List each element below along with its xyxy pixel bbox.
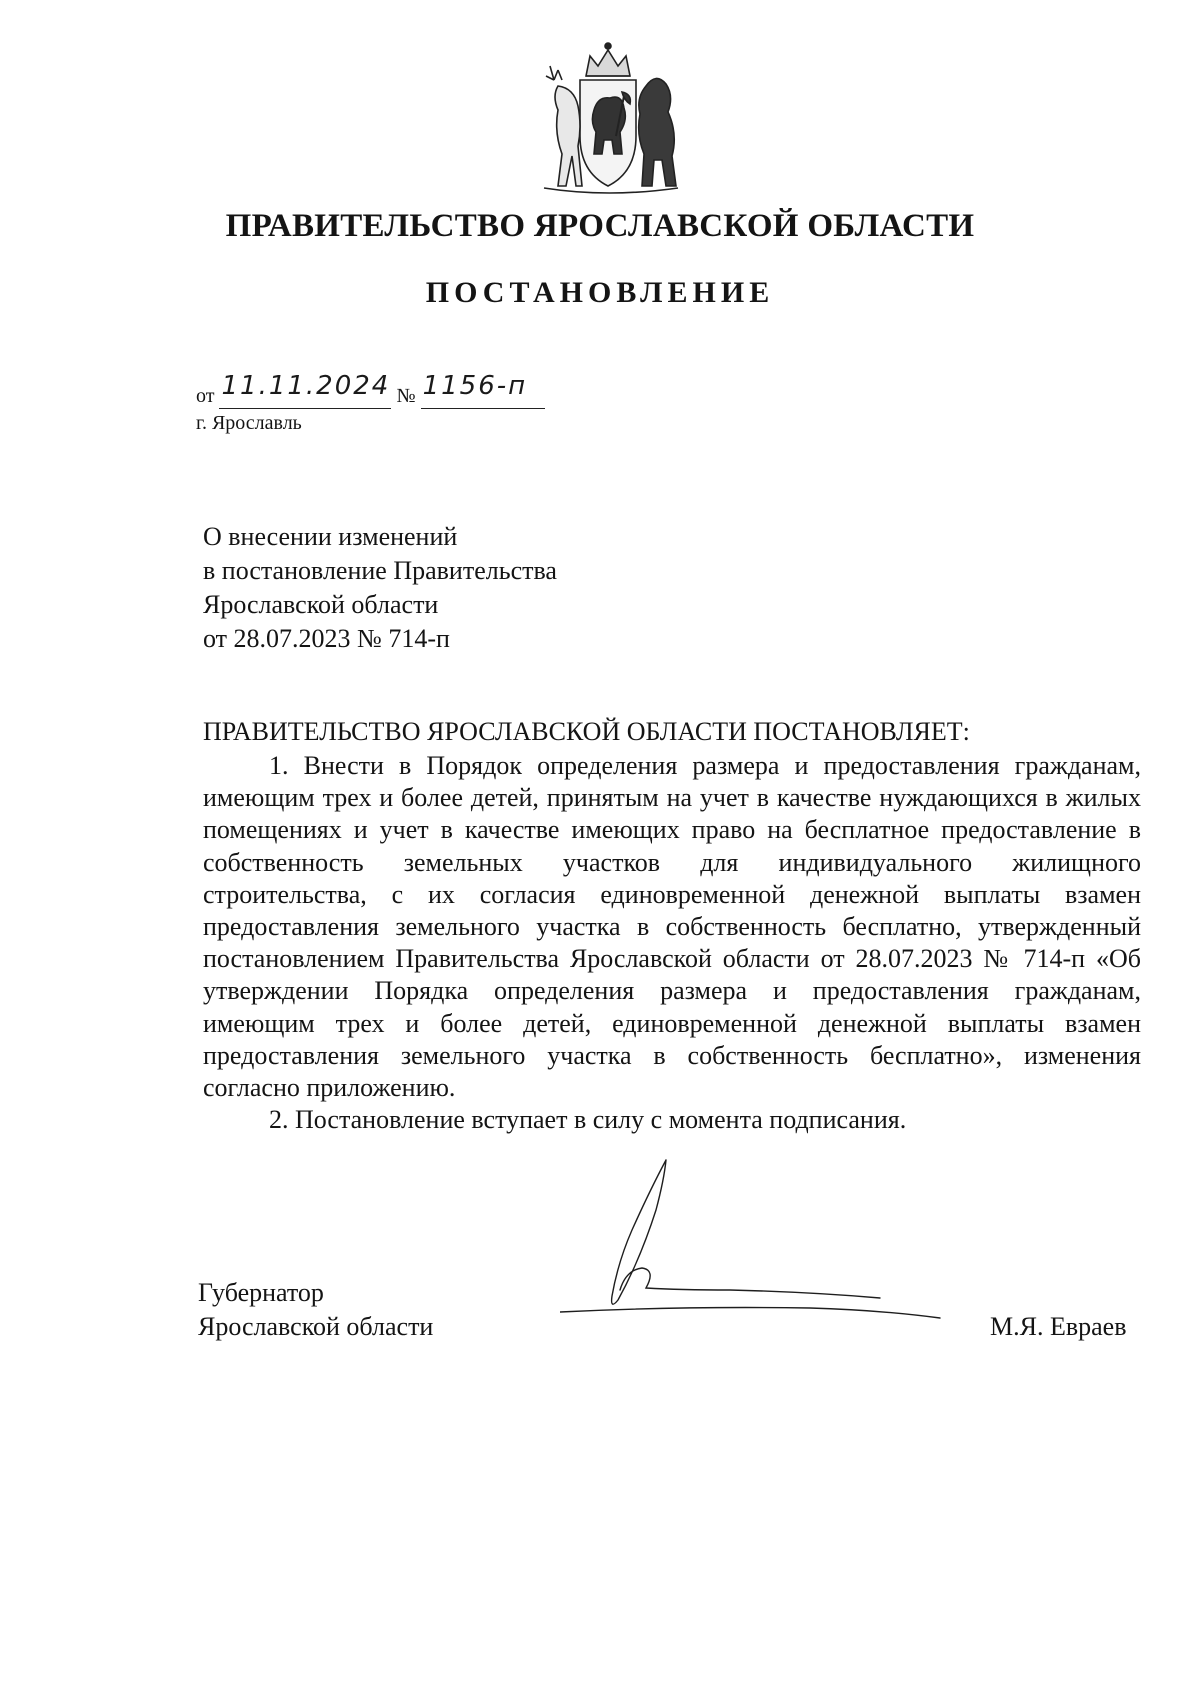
date-field — [219, 371, 391, 409]
subject-line: в постановление Правительства — [203, 556, 557, 585]
date-value: 11.11.2024 — [221, 371, 391, 401]
paragraph-1: 1. Внести в Порядок определения размера и предоставления гражданам, имеющим трех и более детей, принятым на учет в качестве нуждающихся в жилых помещениях и учет в качестве имеющих право на бесплатное предоставление в собственность земельных участков для индивидуального жилищного строительства, с их согласия единовременной денежной выплаты взамен предоставления земельного участка в собственность бесплатно, утвержденный постановлением Правительства Ярославской области от 28.07.2023 № 714-п «Об утверждении Порядка определения размера и предоставления гражданам, имеющим трех и более детей, единовременной денежной выплаты взамен предоставления земельного участка в собственность бесплатно», изменения согласно приложению. — [203, 751, 1141, 1103]
signatory-name: М.Я. Евраев — [990, 1312, 1127, 1341]
decree-heading: ПРАВИТЕЛЬСТВО ЯРОСЛАВСКОЙ ОБЛАСТИ ПОСТАНОВЛЯЕТ: — [203, 717, 970, 746]
number-prefix: № — [396, 385, 416, 407]
organization-title: ПРАВИТЕЛЬСТВО ЯРОСЛАВСКОЙ ОБЛАСТИ — [225, 208, 975, 244]
subject-line: Ярославской области — [203, 590, 439, 619]
position-line: Губернатор — [198, 1278, 324, 1307]
date-prefix: от — [196, 385, 215, 407]
coat-of-arms-icon — [528, 36, 688, 204]
position-line: Ярославской области — [198, 1312, 434, 1341]
paragraph-2: 2. Постановление вступает в силу с момента подписания. — [269, 1105, 907, 1135]
registration-line — [196, 371, 545, 410]
decree-body — [203, 750, 1141, 1136]
number-field — [421, 371, 545, 409]
document-type: ПОСТАНОВЛЕНИЕ — [425, 276, 775, 309]
city: г. Ярославль — [196, 412, 302, 434]
subject-block — [203, 520, 557, 656]
handwritten-signature — [560, 1150, 960, 1360]
subject-line: О внесении изменений — [203, 522, 458, 551]
number-value: 1156-п — [422, 371, 528, 401]
signatory-position — [198, 1276, 433, 1344]
subject-line: от 28.07.2023 № 714-п — [203, 624, 450, 653]
